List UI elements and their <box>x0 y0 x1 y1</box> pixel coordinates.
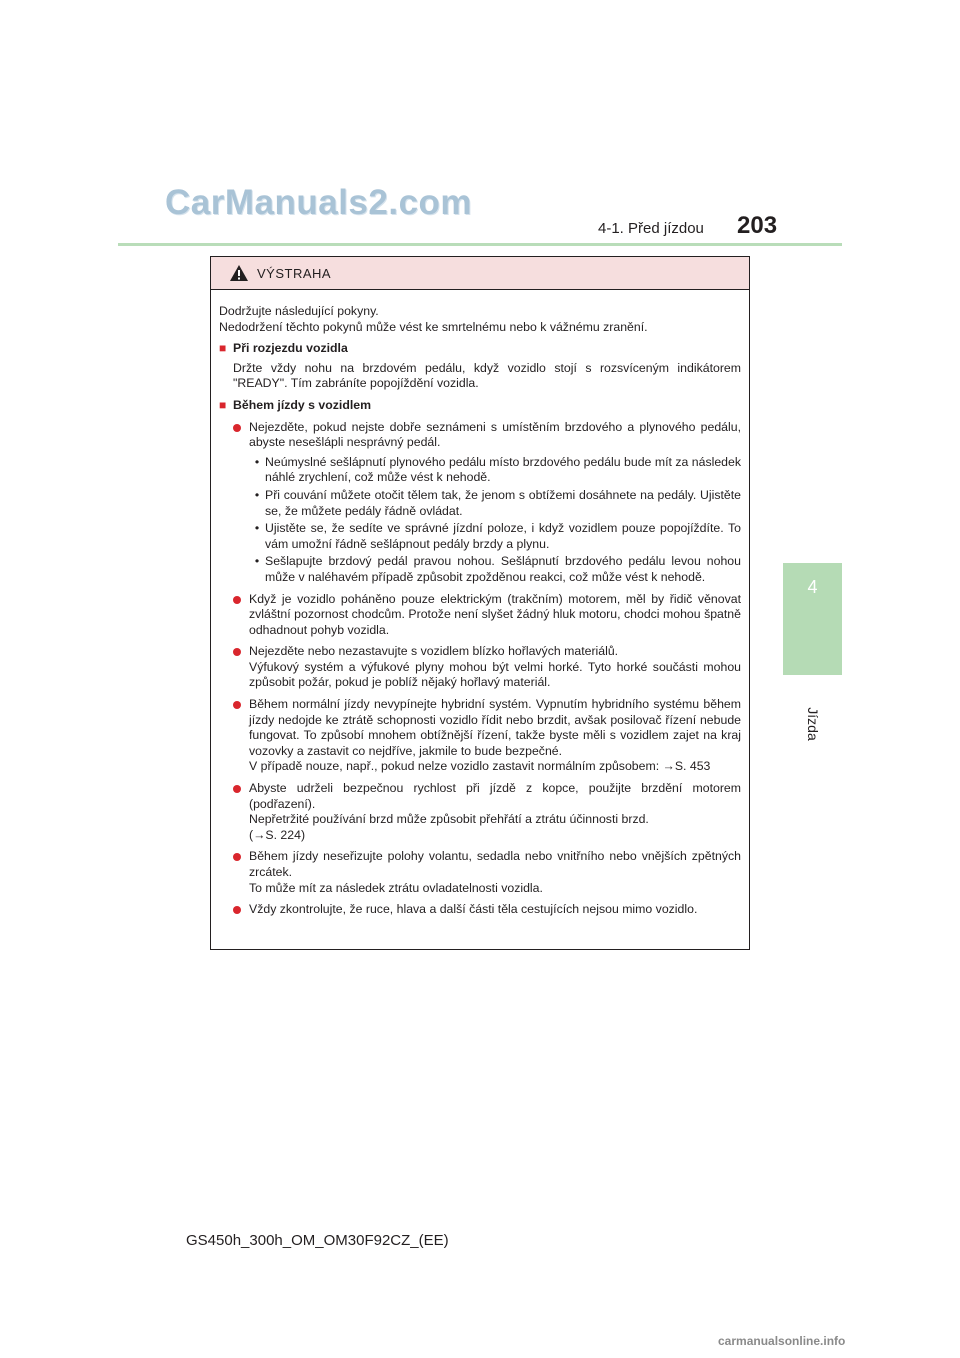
list-item-text <box>247 697 741 775</box>
list-item-line: Abyste udrželi bezpečnou rychlost při jízdě z kopce, použijte brzdění motorem (podřazení). <box>249 781 741 811</box>
section-heading-text: Během jízdy s vozidlem <box>233 397 372 412</box>
warning-title: VÝSTRAHA <box>257 265 332 281</box>
list-item-text <box>247 644 741 691</box>
list-item-line: Nejezděte nebo nezastavujte s vozidlem blízko hořlavých materiálů. <box>249 644 619 659</box>
sub-bullet-icon: • <box>254 521 260 536</box>
sub-list <box>219 455 741 586</box>
list-item-text: Když je vozidlo poháněno pouze elektrickým (trakčním) motorem, měl by řidič věnovat zvláštní pozornost chodcům. Protože není slyšet žádný hluk motoru, chodci mohou špatně odhadnout pohyb vozidla. <box>249 591 741 637</box>
list-item-line: To může mít za následek ztrátu ovladatelnosti vozidla. <box>249 880 543 895</box>
red-bullet-icon <box>219 592 247 639</box>
sub-list-item <box>249 488 741 519</box>
chapter-tab <box>783 563 842 675</box>
warning-triangle-icon <box>229 264 249 282</box>
chapter-number: 4 <box>807 577 818 597</box>
list-item-line: Během jízdy neseřizujte polohy volantu, sedadla nebo vnitřního nebo vnějších zpětných zrcátek. <box>249 849 741 879</box>
section-heading-start <box>219 341 741 357</box>
list-item <box>219 420 741 451</box>
sub-bullet-icon: • <box>254 487 260 502</box>
list-item-line: Během normální jízdy nevypínejte hybridní systém. Vypnutím hybridního systému během jízdy nedojde ke ztrátě schopnosti vozidlo řídit nebo brzdit, avšak posilovač řízení nebude fungovat. To způsobí mnohem obtížnější řízení, takže byste měli s vozidlem zajet na kraj vozovky a zastavit co nejdříve, jakmile to bude bezpečné. <box>249 697 741 758</box>
list-item-text: Nejezděte, pokud nejste dobře seznámeni s umístěním brzdového a plynového pedálu, abyste nesešlápli nesprávný pedál. <box>249 419 741 450</box>
list-item <box>219 697 741 775</box>
red-square-icon: ■ <box>219 341 227 356</box>
sub-list-text: Neúmyslné sešlápnutí plynového pedálu místo brzdového pedálu bude mít za následek náhlé zrychlení, což může vést k nehodě. <box>265 454 741 485</box>
red-bullet-icon <box>219 849 247 896</box>
list-item-line: Výfukový systém a výfukové plyny mohou být velmi horké. Tyto horké součásti mohou způsobit požár, pokud je poblíž nějaký hořlavý materiál. <box>249 659 741 690</box>
sub-list-item <box>249 455 741 486</box>
warning-header <box>211 257 749 290</box>
red-bullet-icon <box>219 781 247 843</box>
intro-line-2: Nedodržení těchto pokynů může vést ke smrtelnému nebo k vážnému zranění. <box>219 319 648 334</box>
page-number: 203 <box>737 212 778 239</box>
red-square-icon: ■ <box>219 397 227 412</box>
page-reference-224[interactable]: (→S. 224) <box>249 827 306 842</box>
red-bullet-icon <box>219 644 247 691</box>
intro-line-1: Dodržujte následující pokyny. <box>219 304 379 318</box>
sub-list-text: Sešlapujte brzdový pedál pravou nohou. Sešlápnutí brzdového pedálu levou nohou může v naléhavém případě způsobit zpožděnou reakci, což může vést k nehodě. <box>265 554 741 584</box>
sub-list-item <box>249 554 741 585</box>
document-code: GS450h_300h_OM_OM30F92CZ_(EE) <box>186 1232 449 1249</box>
page-reference-453[interactable]: V případě nouze, např., pokud nelze vozidlo zastavit normálním způsobem: →S. 453 <box>249 759 711 774</box>
sub-bullet-icon: • <box>254 554 260 569</box>
warning-body <box>211 290 749 919</box>
list-item <box>219 592 741 639</box>
section-text-start: Držte vždy nohu na brzdovém pedálu, když vozidlo stojí s rozsvíceným indikátorem "READY". Tím zabráníte popojíždění vozidla. <box>233 360 741 391</box>
sub-list-item <box>249 521 741 552</box>
chapter-label <box>803 700 823 780</box>
header-divider <box>118 243 842 246</box>
sub-bullet-icon: • <box>254 454 260 469</box>
red-bullet-icon <box>219 902 247 919</box>
list-item <box>219 902 741 919</box>
list-item <box>219 644 741 691</box>
sub-list-text: Ujistěte se, že sedíte ve správné jízdní poloze, i když vozidlem pouze popojíždíte. To vám umožní řádně sešlápnout pedály brzdy a plynu. <box>265 521 741 551</box>
section-heading-text: Při rozjezdu vozidla <box>233 341 348 356</box>
list-item <box>219 781 741 843</box>
list-item-text <box>247 781 741 843</box>
list-item <box>219 849 741 896</box>
carmanualsonline-watermark: carmanualsonline.info <box>718 1334 846 1348</box>
section-title: 4-1. Před jízdou <box>598 220 704 237</box>
list-item-line: Nepřetržité používání brzd může způsobit přehřátí a ztrátu účinnosti brzd. <box>249 812 649 827</box>
red-bullet-icon <box>219 697 247 775</box>
sub-list-text: Při couvání můžete otočit tělem tak, že jenom s obtížemi dosáhnete na pedály. Ujistěte se, že můžete pedály řádně ovládat. <box>265 487 741 518</box>
carmanuals-watermark-logo: CarManuals2.com <box>165 183 473 222</box>
warning-box <box>210 256 750 950</box>
section-heading-driving <box>219 398 741 414</box>
chapter-label-text: Jízda <box>805 707 821 741</box>
list-item-text <box>247 849 741 896</box>
list-item-text: Vždy zkontrolujte, že ruce, hlava a další části těla cestujících nejsou mimo vozidlo. <box>249 902 698 917</box>
red-bullet-icon <box>219 420 247 451</box>
